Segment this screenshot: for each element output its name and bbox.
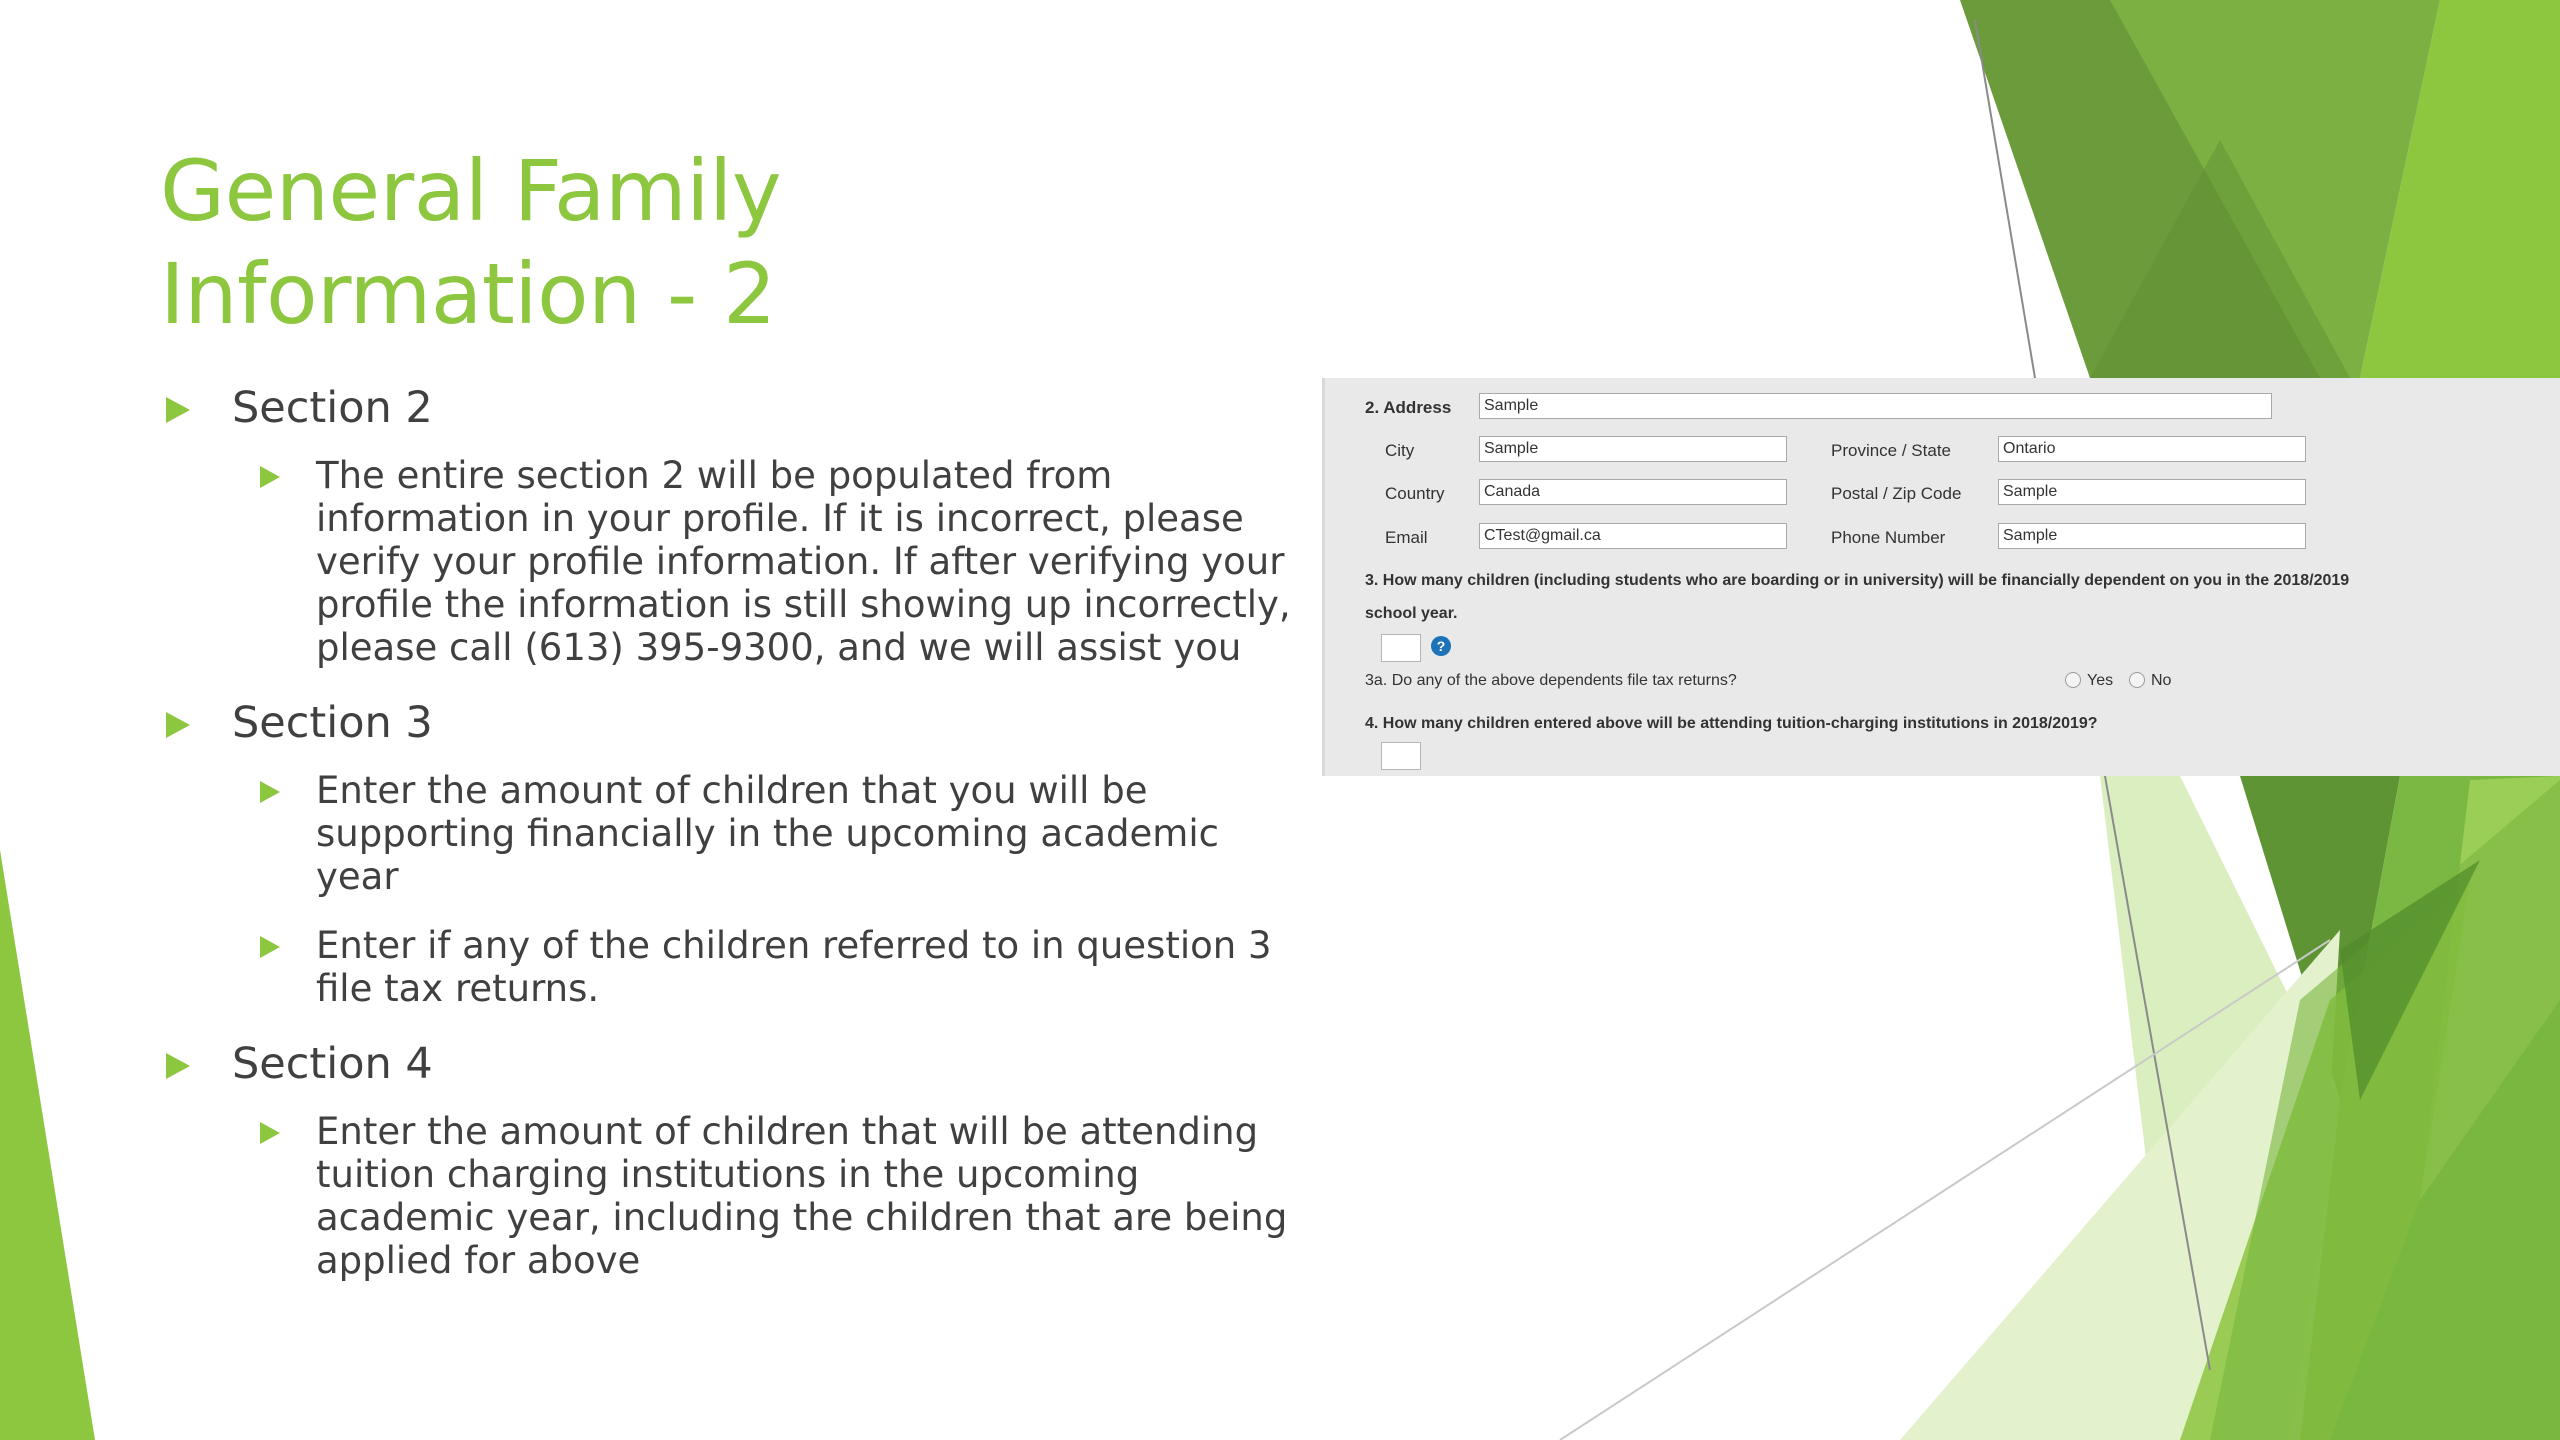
slide-title	[160, 140, 781, 346]
email-label: Email	[1385, 528, 1428, 547]
postal-label: Postal / Zip Code	[1831, 484, 1962, 503]
form-screenshot	[1322, 378, 2560, 776]
bullet-arrow-icon	[166, 1053, 190, 1079]
phone-input[interactable]: Sample	[1998, 523, 2306, 549]
no-label: No	[2151, 672, 2172, 689]
city-label: City	[1385, 441, 1415, 460]
bullet-arrow-icon	[260, 466, 280, 488]
section-2-heading: Section 2	[160, 380, 1300, 436]
question-4-label: 4. How many children entered above will be attending tuition-charging institutions in 2018/2019?	[1365, 715, 2098, 732]
province-input[interactable]: Ontario	[1998, 436, 2306, 462]
section-4-bullet: Enter the amount of children that will be attending tuition charging institutions in the upcoming academic year, including the children that are being applied for above	[160, 1110, 1300, 1282]
question-3-label: 3. How many children (including students who are boarding or in university) will be financially dependent on you in the 2018/2019	[1365, 572, 2350, 589]
section-4-heading: Section 4	[160, 1036, 1300, 1092]
section-2-bullet: The entire section 2 will be populated from information in your profile. If it is incorrect, please verify your profile information. If after verifying your profile the information is still showing up incorrectly, please call (613) 395-9300, and we will assist you	[160, 454, 1300, 669]
children-count-input[interactable]	[1381, 634, 1421, 662]
email-input[interactable]: CTest@gmail.ca	[1479, 523, 1787, 549]
yes-label: Yes	[2087, 672, 2114, 689]
country-input[interactable]: Canada	[1479, 479, 1787, 505]
title-line-1: General Family	[160, 142, 782, 240]
help-icon[interactable]: ?	[1431, 636, 1451, 656]
yes-radio[interactable]	[2065, 672, 2081, 688]
bullet-arrow-icon	[260, 781, 280, 803]
section-3-bullet-2: Enter if any of the children referred to in question 3 file tax returns.	[160, 924, 1300, 1010]
bullet-list	[160, 380, 1300, 1308]
address-label: 2. Address	[1365, 398, 1452, 417]
city-input[interactable]: Sample	[1479, 436, 1787, 462]
country-label: Country	[1385, 484, 1445, 503]
bullet-arrow-icon	[260, 1122, 280, 1144]
bullet-arrow-icon	[166, 397, 190, 423]
question-3-label-cont: school year.	[1365, 605, 1458, 622]
question-3a-label: 3a. Do any of the above dependents file tax returns?	[1365, 672, 1737, 689]
section-3-bullet-1: Enter the amount of children that you will be supporting financially in the upcoming academic year	[160, 769, 1300, 898]
title-line-2: Information - 2	[160, 245, 776, 343]
province-label: Province / State	[1831, 441, 1952, 460]
no-radio[interactable]	[2129, 672, 2145, 688]
address-input[interactable]: Sample	[1479, 393, 2272, 419]
bullet-arrow-icon	[260, 936, 280, 958]
postal-input[interactable]: Sample	[1998, 479, 2306, 505]
tuition-children-input[interactable]	[1381, 742, 1421, 770]
bullet-arrow-icon	[166, 712, 190, 738]
phone-label: Phone Number	[1831, 528, 1946, 547]
section-3-heading: Section 3	[160, 695, 1300, 751]
